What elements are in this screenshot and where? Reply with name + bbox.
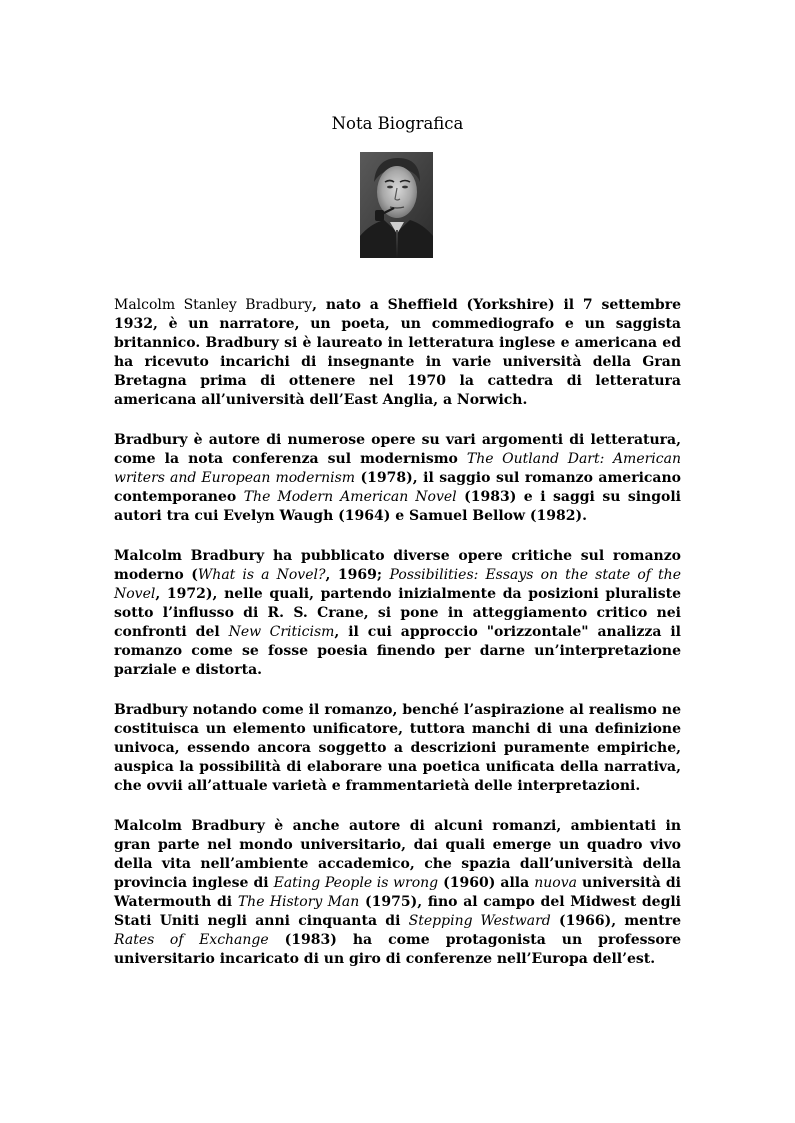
paragraph-3: [114, 547, 681, 680]
work-title: Stepping Westward: [408, 913, 551, 929]
work-title: The Outland Dart: American writers and European modernism: [114, 451, 681, 486]
author-portrait: [360, 152, 433, 258]
work-title: nuova: [534, 875, 577, 891]
paragraph-text: (1960) alla: [438, 875, 535, 891]
work-title: Rates of Exchange: [114, 932, 269, 948]
paragraph-text: , il cui approccio "orizzontale" analizza il romanzo come se fosse poesia finendo per darne un’interpretazione parziale e distorta.: [114, 624, 681, 678]
paragraph-text: , 1972), nelle quali, partendo inizialmente da posizioni pluraliste sotto l’influsso di R. S. Crane, si pone in atteggiamento critico nei confronti del: [114, 586, 681, 640]
page-title: Nota Biografica: [331, 114, 464, 133]
paragraph-text: Malcolm Bradbury è anche autore di alcuni romanzi, ambientati in gran parte nel mondo universitario, dai quali emerge un quadro vivo della vita nell’ambiente accademico, che spazia dall’università della provincia inglese di: [114, 818, 681, 891]
work-title: Eating People is wrong: [273, 875, 439, 891]
work-title: Possibilities: Essays on the state of the Novel: [114, 567, 681, 602]
author-name: Malcolm Stanley Bradbury: [114, 297, 313, 313]
paragraph-text: , nato a Sheffield (Yorkshire) il 7 settembre 1932, è un narratore, un poeta, un commediografo e un saggista britannico. Bradbury si è laureato in letteratura inglese e americana ed ha ricevuto incarichi di insegnante in varie università della Gran Bretagna prima di ottenere nel 1970 la cattedra di letteratura americana all’università dell’East Anglia, a Norwich.: [114, 297, 682, 408]
paragraph-text: (1966), mentre: [550, 913, 682, 929]
paragraph-2: [114, 431, 681, 526]
paragraph-text: (1975), fino al campo del Midwest degli Stati Uniti negli anni cinquanta di: [114, 894, 682, 929]
paragraph-text: Bradbury è autore di numerose opere su vari argomenti di letteratura, come la nota conferenza sul modernismo: [114, 432, 681, 467]
paragraph-text: Malcolm Bradbury ha pubblicato diverse opere critiche sul romanzo moderno (: [114, 548, 681, 583]
paragraph-text: (1978), il saggio sul romanzo americano contemporaneo: [114, 470, 682, 505]
paragraph-text: Bradbury notando come il romanzo, benché l’aspirazione al realismo ne costituisca un elemento unificatore, tuttora manchi di una definizione univoca, essendo ancora soggetto a descrizioni puramente empiriche, auspica la possibilità di elaborare una poetica unificata della narrativa, che ovvii all’attuale varietà e frammentarietà delle interpretazioni.: [114, 702, 681, 794]
paragraph-text: (1983) e i saggi su singoli autori tra cui Evelyn Waugh (1964) e Samuel Bellow (1982).: [114, 489, 681, 524]
biography-body: [114, 296, 681, 990]
paragraph-4: [114, 701, 681, 796]
paragraph-1: [114, 296, 681, 410]
paragraph-5: [114, 817, 681, 969]
work-title: What is a Novel?: [197, 567, 326, 583]
work-title: The History Man: [237, 894, 360, 910]
paragraph-text: università di Watermouth di: [114, 875, 681, 910]
paragraph-text: , 1969;: [325, 567, 390, 583]
work-title: New Criticism: [228, 624, 335, 640]
work-title: The Modern American Novel: [243, 489, 457, 505]
paragraph-text: (1983) ha come protagonista un professore universitario incaricato di un giro di conferenze nell’Europa dell’est.: [114, 932, 681, 967]
